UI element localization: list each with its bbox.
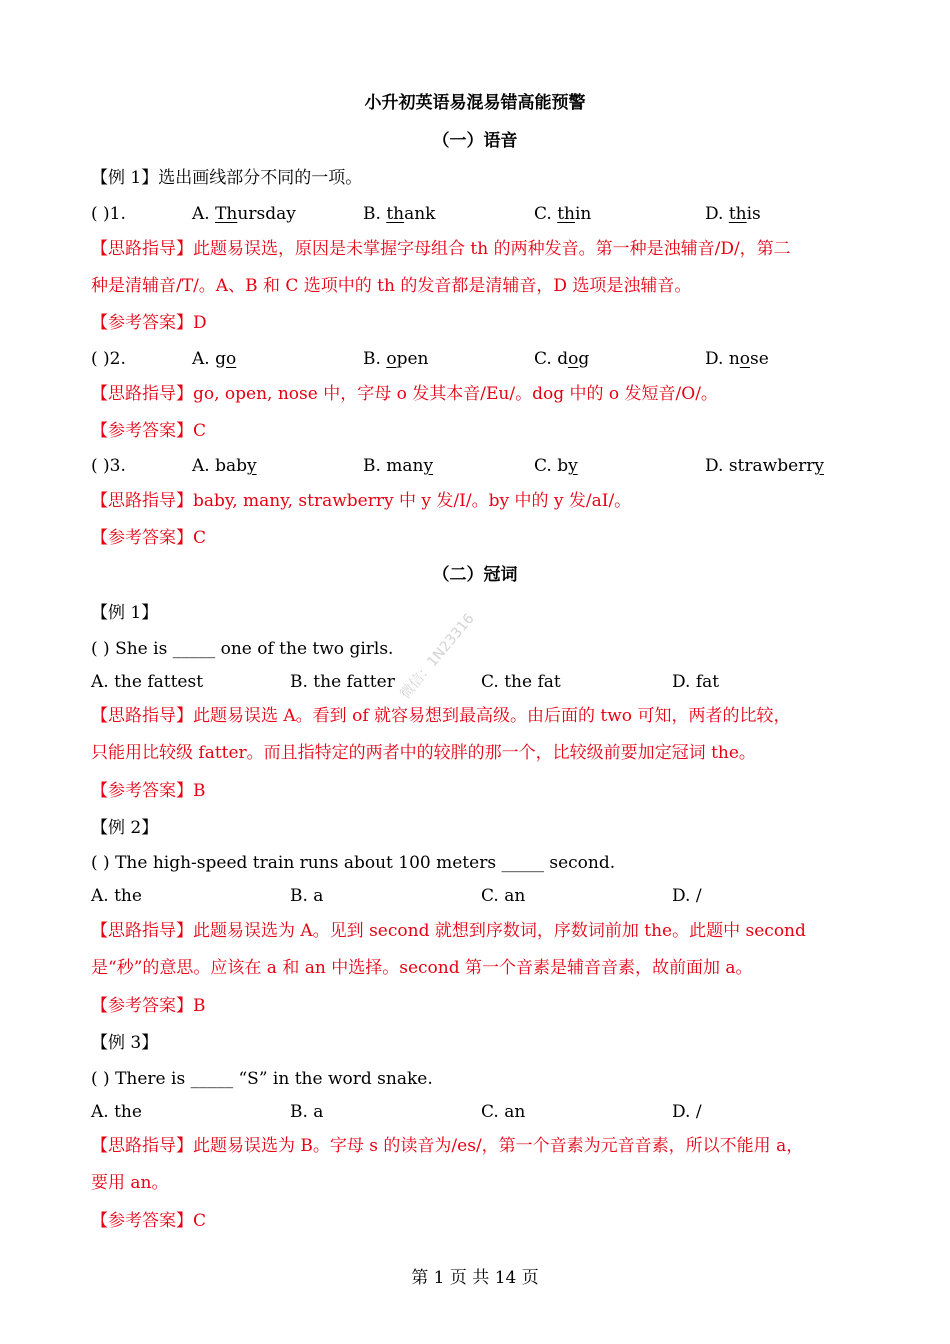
option-c: C. the fat: [481, 672, 561, 692]
guide-text: 只能用比较级 fatter。而且指特定的两者中的较胖的那一个，比较级前要加定冠词 the。: [91, 743, 756, 763]
guide-text: 【思路指导】此题易误选，原因是未掌握字母组合 th 的两种发音。第一种是浊辅音/D/，第二: [91, 239, 791, 259]
answer-text: 【参考答案】D: [91, 313, 207, 333]
guide-text: 是“秒”的意思。应该在 a 和 an 中选择。second 第一个音素是辅音音素，故前面加 a。: [91, 958, 753, 978]
option-b: B. many: [363, 456, 434, 476]
guide-text: 【思路指导】此题易误选 A。看到 of 就容易想到最高级。由后面的 two 可知，两者的比较，: [91, 706, 791, 726]
option-c: C. by: [534, 456, 578, 476]
guide-text: 【思路指导】go, open, nose 中，字母 o 发其本音/Eu/。dog 中的 o 发短音/O/。: [91, 384, 718, 404]
option-a: A. baby: [192, 456, 257, 476]
page-footer: 第 1 页 共 14 页: [411, 1268, 539, 1288]
watermark: 微信：1N23316: [397, 610, 478, 703]
option-d: D. strawberry: [705, 456, 825, 476]
option-c: C. an: [481, 1102, 526, 1122]
option-b: B. a: [290, 1102, 324, 1122]
option-a: A. the: [91, 1102, 142, 1122]
section-heading-phonetics: （一）语音: [432, 131, 518, 151]
option-b: B. open: [363, 349, 429, 369]
option-b: B. thank: [363, 204, 436, 224]
question-stem: ( ) The high-speed train runs about 100 meters _____ second.: [91, 853, 616, 873]
option-a: A. go: [192, 349, 237, 369]
option-d: D. /: [672, 1102, 702, 1122]
guide-text: 种是清辅音/T/。A、B 和 C 选项中的 th 的发音都是清辅音，D 选项是浊辅音。: [91, 276, 692, 296]
question-1-prefix: ( )1.: [91, 204, 126, 224]
guide-text: 要用 an。: [91, 1173, 169, 1193]
answer-text: 【参考答案】B: [91, 996, 206, 1016]
answer-text: 【参考答案】B: [91, 781, 206, 801]
option-a: A. the fattest: [91, 672, 204, 692]
option-b: B. the fatter: [290, 672, 395, 692]
guide-text: 【思路指导】此题易误选为 B。字母 s 的读音为/es/，第一个音素为元音音素，所以不能用 a，: [91, 1136, 804, 1156]
example-label: 【例 2】: [91, 818, 159, 838]
question-2-prefix: ( )2.: [91, 349, 126, 369]
option-a: A. the: [91, 886, 142, 906]
option-c: C. an: [481, 886, 526, 906]
guide-text: 【思路指导】baby, many, strawberry 中 y 发/I/。by 中的 y 发/aI/。: [91, 491, 632, 511]
option-b: B. a: [290, 886, 324, 906]
answer-text: 【参考答案】C: [91, 1211, 207, 1231]
section-heading-articles: （二）冠词: [432, 565, 518, 585]
option-c: C. thin: [534, 204, 592, 224]
option-d: D. fat: [672, 672, 720, 692]
option-d: D. /: [672, 886, 702, 906]
question-stem: ( ) There is _____ “S” in the word snake.: [91, 1069, 433, 1089]
guide-text: 【思路指导】此题易误选为 A。见到 second 就想到序数词，序数词前加 the。此题中 second: [91, 921, 806, 941]
example-label: 【例 3】: [91, 1033, 159, 1053]
option-d: D. this: [705, 204, 761, 224]
example-label: 【例 1】: [91, 603, 159, 623]
question-3-prefix: ( )3.: [91, 456, 126, 476]
option-d: D. nose: [705, 349, 769, 369]
page-title: 小升初英语易混易错高能预警: [364, 93, 586, 113]
example-label: 【例 1】选出画线部分不同的一项。: [91, 168, 363, 188]
option-a: A. Thursday: [192, 204, 296, 224]
answer-text: 【参考答案】C: [91, 421, 207, 441]
option-c: C. dog: [534, 349, 590, 369]
answer-text: 【参考答案】C: [91, 528, 207, 548]
question-stem: ( ) She is _____ one of the two girls.: [91, 639, 394, 659]
